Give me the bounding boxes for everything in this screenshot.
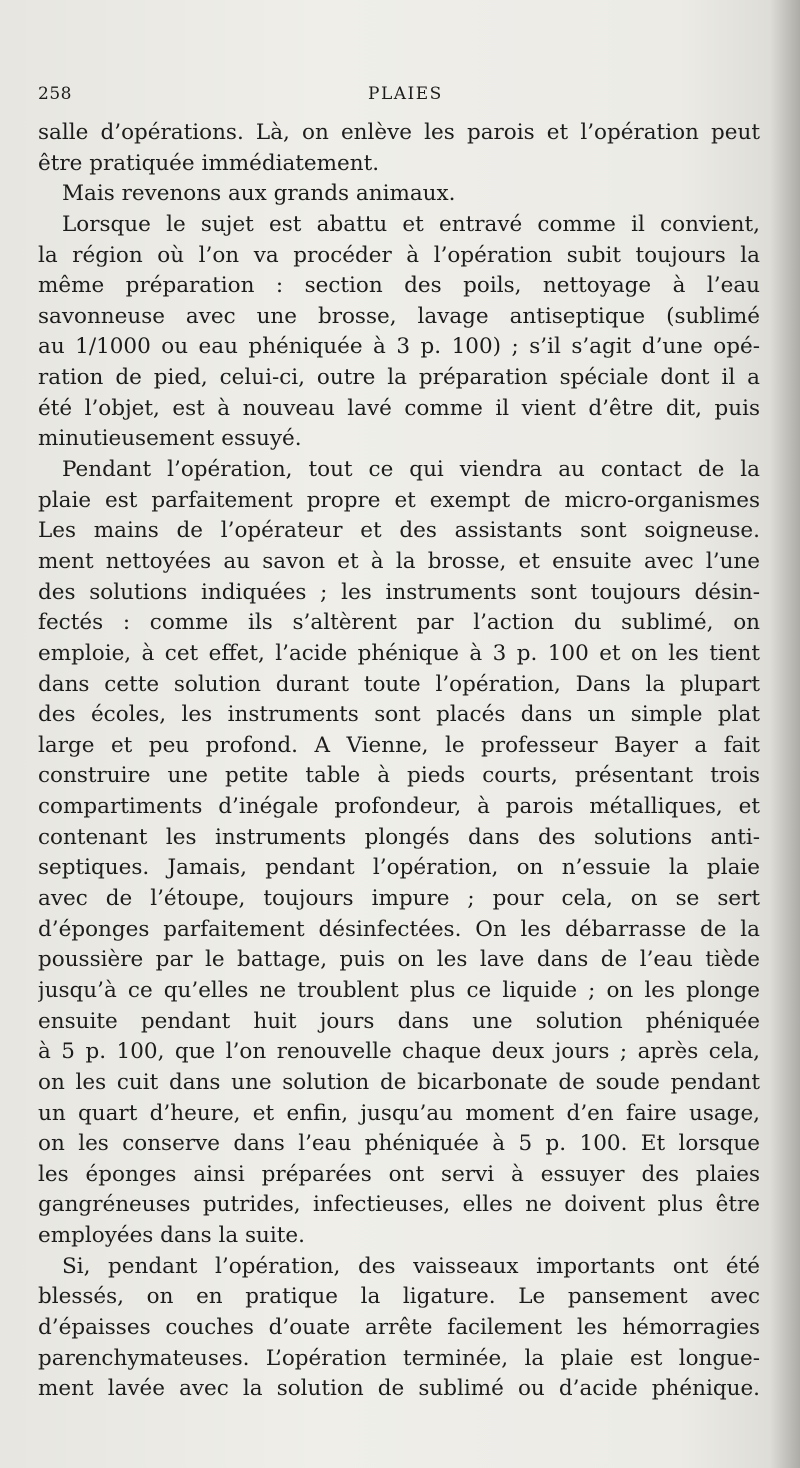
- text-line: blessés, on en pratique la ligature. Le pansement avec: [38, 1284, 760, 1310]
- text-line: d’épaisses couches d’ouate arrête facilement les hémorragies: [38, 1314, 760, 1340]
- text-line: septiques. Jamais, pendant l’opération, on n’essuie la plaie: [38, 855, 760, 881]
- text-line: ensuite pendant huit jours dans une solution phéniquée: [38, 1008, 760, 1034]
- text-line: contenant les instruments plongés dans des solutions anti-: [38, 824, 760, 850]
- text-line: jusqu’à ce qu’elles ne troublent plus ce liquide ; on les plonge: [38, 977, 760, 1003]
- text-line: Pendant l’opération, tout ce qui viendra au contact de la: [62, 457, 760, 483]
- text-line: on les conserve dans l’eau phéniquée à 5 p. 100. Et lorsque: [38, 1131, 760, 1157]
- body-text: [38, 118, 760, 1405]
- text-line: poussière par le battage, puis on les lave dans de l’eau tiède: [38, 947, 760, 973]
- running-head: [38, 84, 758, 110]
- text-line: ment nettoyées au savon et à la brosse, et ensuite avec l’une: [38, 548, 760, 574]
- text-line: été l’objet, est à nouveau lavé comme il vient d’être dit, puis: [38, 395, 760, 421]
- text-line: Mais revenons aux grands animaux.: [62, 181, 456, 207]
- text-line: salle d’opérations. Là, on enlève les parois et l’opération peut: [38, 120, 760, 145]
- text-line: au 1/1000 ou eau phéniquée à 3 p. 100) ; s’il s’agit d’une opé-: [38, 334, 760, 360]
- text-line: parenchymateuses. L’opération terminée, la plaie est longue-: [38, 1345, 760, 1371]
- text-line: large et peu profond. A Vienne, le professeur Bayer a fait: [38, 732, 760, 758]
- text-line: gangréneuses putrides, infectieuses, elles ne doivent plus être: [38, 1192, 760, 1218]
- text-line: dans cette solution durant toute l’opération, Dans la plupart: [38, 671, 760, 697]
- text-line: Les mains de l’opérateur et des assistants sont soigneuse.: [38, 518, 760, 544]
- text-line: compartiments d’inégale profondeur, à parois métalliques, et: [38, 794, 760, 820]
- text-line: savonneuse avec une brosse, lavage antiseptique (sublimé: [38, 303, 760, 329]
- page-gutter-shadow: [770, 0, 800, 1468]
- text-line: ment lavée avec la solution de sublimé ou d’acide phénique.: [38, 1376, 760, 1402]
- text-line: un quart d’heure, et enfin, jusqu’au moment d’en faire usage,: [38, 1100, 760, 1126]
- text-line: des écoles, les instruments sont placés dans un simple plat: [38, 702, 760, 728]
- text-line: même préparation : section des poils, nettoyage à l’eau: [38, 273, 760, 299]
- text-line: on les cuit dans une solution de bicarbonate de soude pendant: [38, 1069, 760, 1095]
- text-line: fectés : comme ils s’altèrent par l’action du sublimé, on: [38, 610, 760, 636]
- text-line: ration de pied, celui-ci, outre la préparation spéciale dont il a: [38, 365, 760, 391]
- text-line: des solutions indiquées ; les instruments sont toujours désin-: [38, 579, 760, 605]
- text-line: Si, pendant l’opération, des vaisseaux importants ont été: [62, 1253, 760, 1279]
- running-title: PLAIES: [368, 84, 443, 104]
- text-line: employées dans la suite.: [38, 1223, 305, 1249]
- page-number: 258: [38, 84, 72, 104]
- text-line: les éponges ainsi préparées ont servi à essuyer des plaies: [38, 1161, 760, 1187]
- text-line: avec de l’étoupe, toujours impure ; pour cela, on se sert: [38, 886, 760, 912]
- text-line: être pratiquée immédiatement.: [38, 150, 380, 176]
- text-line: à 5 p. 100, que l’on renouvelle chaque deux jours ; après cela,: [38, 1039, 760, 1065]
- text-line: emploie, à cet effet, l’acide phénique à 3 p. 100 et on les tient: [38, 640, 760, 666]
- text-line: d’éponges parfaitement désinfectées. On les débarrasse de la: [38, 916, 760, 942]
- text-line: minutieusement essuyé.: [38, 426, 302, 452]
- text-line: plaie est parfaitement propre et exempt de micro-organismes: [38, 487, 760, 513]
- text-line: construire une petite table à pieds courts, présentant trois: [38, 763, 760, 789]
- text-line: la région où l’on va procéder à l’opération subit toujours la: [38, 242, 760, 268]
- text-line: Lorsque le sujet est abattu et entravé comme il convient,: [62, 211, 760, 237]
